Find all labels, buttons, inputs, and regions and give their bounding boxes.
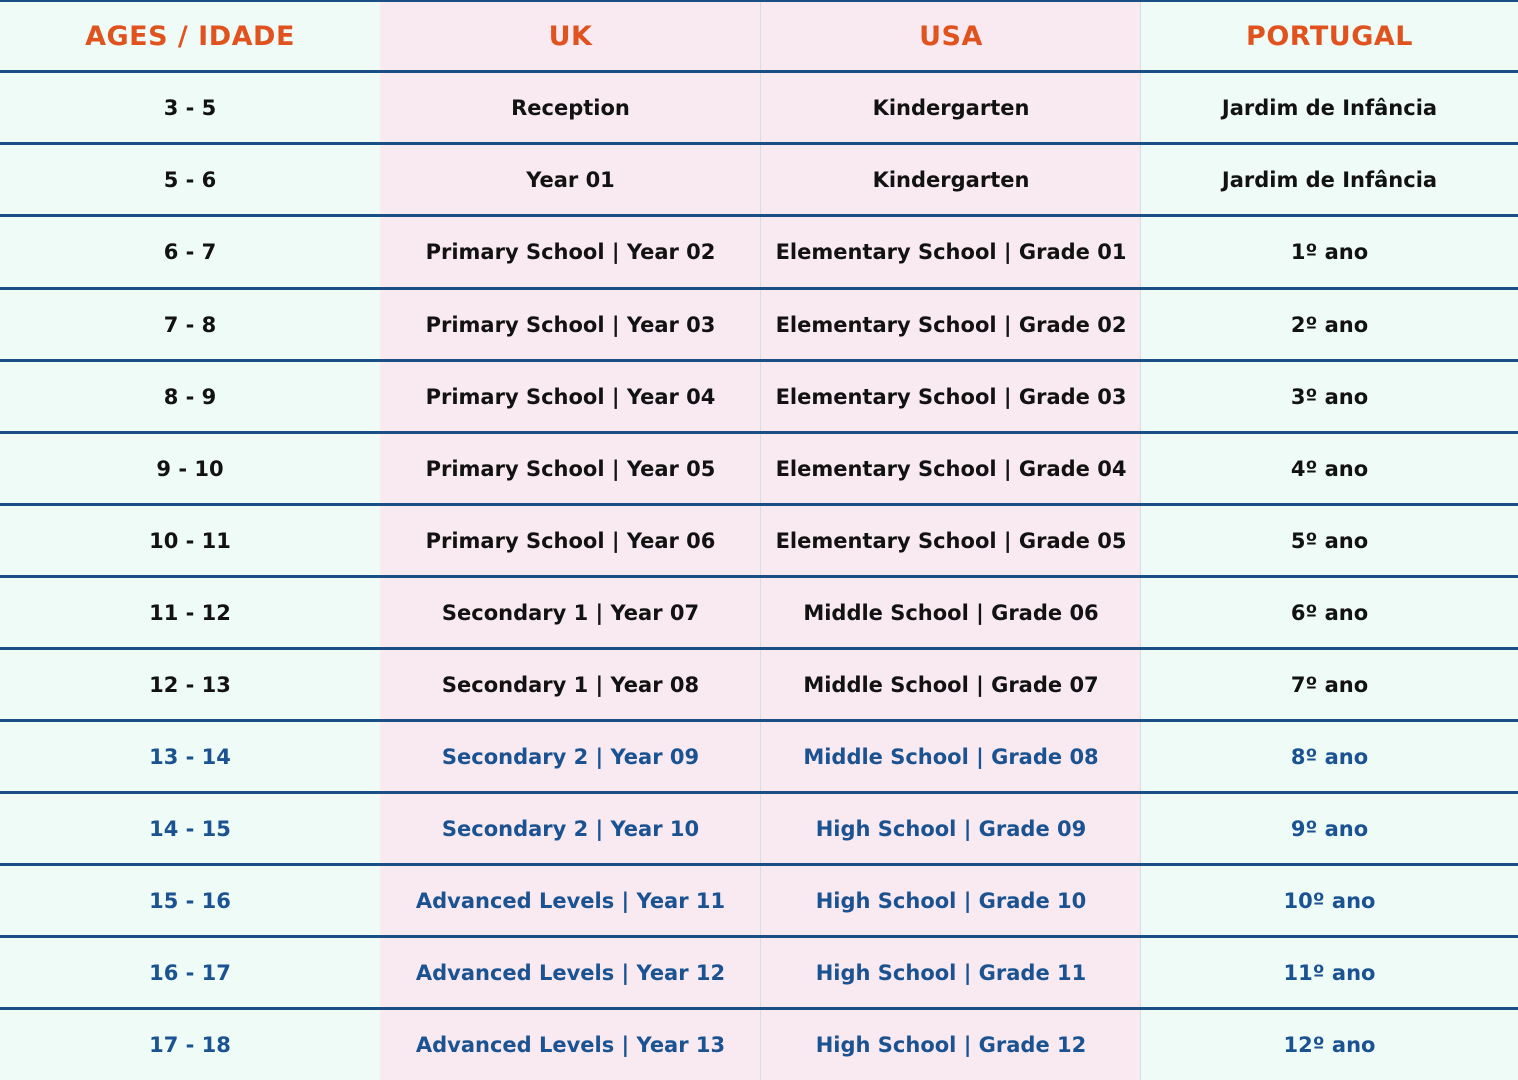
table-row bbox=[0, 73, 1518, 142]
usa-cell: Elementary School | Grade 01 bbox=[775, 240, 1127, 264]
usa-cell: Kindergarten bbox=[872, 167, 1030, 192]
table-row bbox=[0, 362, 1518, 431]
table-row bbox=[0, 506, 1518, 575]
table-row bbox=[0, 434, 1518, 503]
table-row bbox=[0, 217, 1518, 287]
uk-cell: Primary School | Year 06 bbox=[425, 528, 716, 553]
portugal-cell: Jardim de Infância bbox=[1221, 167, 1438, 192]
ages-cell: 5 - 6 bbox=[163, 167, 217, 192]
ages-cell: 16 - 17 bbox=[149, 960, 231, 985]
usa-cell: Middle School | Grade 06 bbox=[803, 600, 1099, 625]
header-portugal: PORTUGAL bbox=[1246, 20, 1413, 52]
ages-cell: 15 - 16 bbox=[149, 888, 231, 913]
portugal-cell: 5º ano bbox=[1290, 528, 1369, 553]
portugal-cell: 3º ano bbox=[1290, 384, 1369, 409]
usa-cell: High School | Grade 12 bbox=[815, 1033, 1087, 1057]
usa-cell: Elementary School | Grade 03 bbox=[775, 384, 1127, 409]
portugal-cell: 4º ano bbox=[1290, 456, 1369, 481]
uk-cell: Primary School | Year 03 bbox=[425, 312, 716, 337]
portugal-cell: 8º ano bbox=[1290, 744, 1369, 769]
uk-cell: Primary School | Year 04 bbox=[425, 384, 716, 409]
ages-cell: 7 - 8 bbox=[163, 312, 217, 337]
uk-cell: Secondary 1 | Year 08 bbox=[441, 672, 700, 697]
usa-cell: Elementary School | Grade 04 bbox=[775, 456, 1127, 481]
ages-cell: 3 - 5 bbox=[163, 95, 217, 120]
usa-cell: Elementary School | Grade 02 bbox=[775, 312, 1127, 337]
portugal-cell: Jardim de Infância bbox=[1221, 95, 1438, 120]
ages-cell: 10 - 11 bbox=[149, 528, 231, 553]
ages-cell: 17 - 18 bbox=[149, 1033, 231, 1057]
uk-cell: Reception bbox=[511, 95, 630, 120]
uk-cell: Secondary 2 | Year 09 bbox=[441, 744, 700, 769]
ages-cell: 6 - 7 bbox=[163, 240, 217, 264]
header-usa: USA bbox=[919, 20, 983, 52]
usa-cell: Elementary School | Grade 05 bbox=[775, 528, 1127, 553]
table-row bbox=[0, 290, 1518, 359]
header-ages: AGES / IDADE bbox=[85, 20, 295, 52]
uk-cell: Advanced Levels | Year 11 bbox=[415, 888, 726, 913]
table-row bbox=[0, 1010, 1518, 1080]
ages-cell: 14 - 15 bbox=[149, 816, 231, 841]
portugal-cell: 7º ano bbox=[1290, 672, 1369, 697]
portugal-cell: 6º ano bbox=[1290, 600, 1369, 625]
uk-cell: Secondary 2 | Year 10 bbox=[441, 816, 700, 841]
portugal-cell: 1º ano bbox=[1290, 240, 1369, 264]
uk-cell: Secondary 1 | Year 07 bbox=[441, 600, 700, 625]
ages-cell: 8 - 9 bbox=[163, 384, 217, 409]
ages-cell: 9 - 10 bbox=[156, 456, 224, 481]
table-row bbox=[0, 866, 1518, 935]
ages-cell: 13 - 14 bbox=[149, 744, 231, 769]
ages-cell: 11 - 12 bbox=[149, 600, 231, 625]
portugal-cell: 12º ano bbox=[1283, 1033, 1376, 1057]
portugal-cell: 9º ano bbox=[1290, 816, 1369, 841]
table-row bbox=[0, 578, 1518, 647]
portugal-cell: 10º ano bbox=[1283, 888, 1376, 913]
uk-cell: Primary School | Year 05 bbox=[425, 456, 716, 481]
header-uk: UK bbox=[548, 20, 593, 52]
table-row bbox=[0, 938, 1518, 1007]
table-row bbox=[0, 794, 1518, 863]
table-row bbox=[0, 650, 1518, 719]
portugal-cell: 2º ano bbox=[1290, 312, 1369, 337]
ages-cell: 12 - 13 bbox=[149, 672, 231, 697]
portugal-cell: 11º ano bbox=[1283, 960, 1376, 985]
usa-cell: Middle School | Grade 08 bbox=[803, 744, 1099, 769]
usa-cell: Kindergarten bbox=[872, 95, 1030, 120]
usa-cell: High School | Grade 09 bbox=[815, 816, 1087, 841]
usa-cell: High School | Grade 11 bbox=[815, 960, 1087, 985]
table-row bbox=[0, 722, 1518, 791]
table-row bbox=[0, 145, 1518, 214]
uk-cell: Advanced Levels | Year 13 bbox=[415, 1033, 726, 1057]
usa-cell: Middle School | Grade 07 bbox=[803, 672, 1099, 697]
header-row bbox=[0, 2, 1518, 70]
uk-cell: Primary School | Year 02 bbox=[425, 240, 716, 264]
uk-cell: Advanced Levels | Year 12 bbox=[415, 960, 726, 985]
usa-cell: High School | Grade 10 bbox=[815, 888, 1087, 913]
uk-cell: Year 01 bbox=[526, 167, 615, 192]
